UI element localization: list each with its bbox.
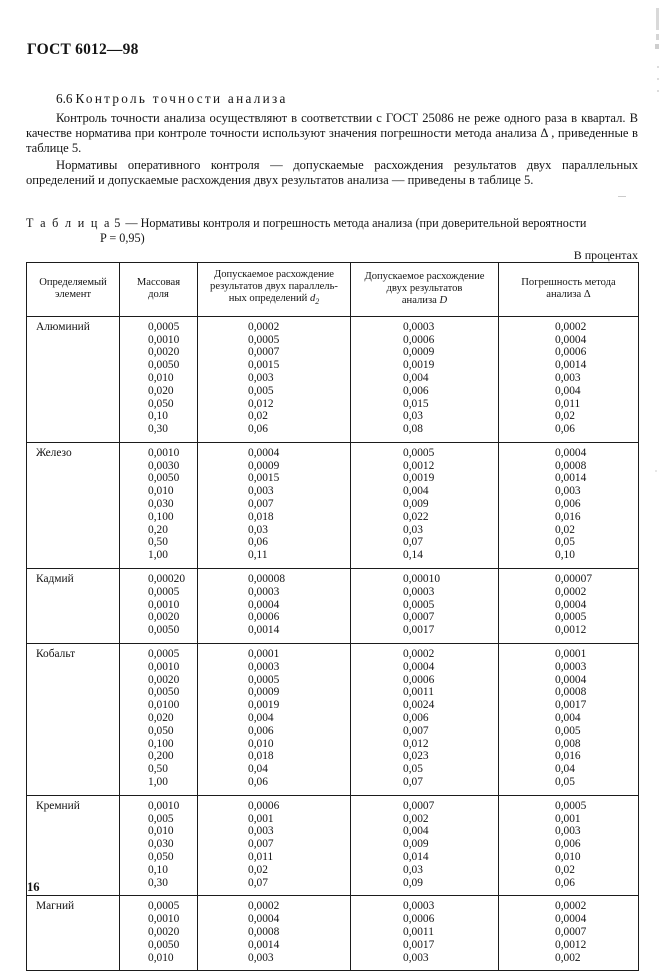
value: 0,0015 [248, 472, 280, 485]
value: 0,0001 [248, 648, 280, 661]
value: 0,03 [403, 410, 423, 423]
value: 0,0024 [403, 699, 435, 712]
value: 0,0008 [555, 459, 587, 472]
value: 0,20 [148, 523, 168, 536]
scan-artifact [655, 44, 659, 49]
cell-big-d [351, 795, 499, 896]
cell-d2 [198, 442, 351, 568]
value: 0,0003 [403, 320, 435, 333]
value: 0,005 [148, 812, 174, 825]
header-line: анализа [546, 288, 584, 300]
value: 0,0006 [403, 913, 435, 926]
value: 0,0014 [555, 359, 587, 372]
value: 0,011 [248, 851, 274, 863]
value: 0,007 [248, 498, 274, 511]
value: 0,0003 [403, 585, 435, 598]
paragraph-1: Контроль точности анализа осуществляют в соответствии с ГОСТ 25086 не реже одного раза в квартал. В качестве норматива при контроле точности используют значения погрешности метода анализа Δ , приведенные в таблице 5. [26, 111, 638, 156]
value: 0,04 [248, 763, 268, 776]
value: 0,0002 [248, 320, 280, 333]
value: 0,004 [248, 712, 274, 725]
value: 0,06 [555, 876, 575, 889]
value: 0,003 [555, 371, 581, 384]
scan-artifact [656, 8, 659, 30]
scan-artifact [657, 66, 659, 68]
value: 0,0019 [403, 359, 435, 372]
cell-mass-fraction [120, 795, 198, 896]
header-line: анализа [401, 294, 440, 306]
value: 0,0012 [403, 459, 435, 472]
value: 0,050 [148, 724, 174, 737]
column-header-delta [499, 263, 639, 317]
value: 0,006 [555, 498, 581, 511]
cell-mass-fraction [120, 569, 198, 644]
header-line: Допускаемое расхождение [364, 270, 485, 282]
value: 0,004 [403, 371, 429, 384]
cell-big-d [351, 896, 499, 971]
value: 0,0007 [555, 925, 587, 938]
header-line: Массовая [136, 276, 181, 288]
value: 0,010 [148, 951, 174, 964]
value: 0,0004 [555, 446, 587, 459]
cell-big-d [351, 442, 499, 568]
value: 0,030 [148, 498, 174, 511]
value: 0,0002 [248, 900, 280, 913]
value: 0,0012 [555, 624, 587, 637]
table-caption-text: Нормативы контроля и погрешность метода анализа (при доверительной вероятности [140, 216, 587, 230]
table-caption [26, 216, 638, 245]
header-line: результатов двух параллель- [210, 281, 338, 293]
value: 0,0007 [248, 346, 280, 359]
cell-big-d [351, 569, 499, 644]
column-header-big-d [351, 263, 499, 317]
scan-artifact [618, 196, 626, 197]
value: 0,00007 [555, 573, 593, 586]
cell-d2 [198, 569, 351, 644]
value: 0,020 [148, 384, 174, 397]
table-caption-confidence: P = 0,95) [100, 230, 145, 245]
value: 0,05 [403, 763, 423, 776]
value: 0,005 [555, 724, 581, 737]
value: 0,0010 [148, 333, 180, 346]
value: 0,001 [555, 812, 581, 825]
value: 0,003 [555, 485, 581, 498]
value: 0,0017 [403, 938, 435, 951]
value: 0,0007 [403, 799, 435, 812]
value: 0,0017 [555, 699, 587, 712]
value: 0,023 [403, 750, 429, 763]
value: 0,014 [403, 851, 429, 863]
value: 0,06 [248, 423, 268, 436]
value: 0,0003 [403, 900, 435, 913]
value: 0,04 [555, 763, 575, 776]
section-number: 6.6 [56, 91, 73, 106]
paragraph-2: Нормативы оперативного контроля — допускаемые расхождения результатов двух параллельных определений и допускаемые расхождения двух результатов анализа — приведены в таблице 5. [26, 157, 638, 187]
value: 0,0019 [403, 472, 435, 485]
value: 0,03 [403, 863, 423, 876]
value: 0,030 [148, 838, 174, 851]
cell-delta [499, 569, 639, 644]
value: 0,009 [403, 838, 429, 851]
value: 0,11 [248, 549, 268, 562]
value: 0,0020 [148, 673, 180, 686]
value: 0,0003 [248, 585, 280, 598]
value: 0,0005 [148, 320, 180, 333]
value: 0,0019 [248, 699, 280, 712]
cell-element-name: Магний [27, 896, 120, 971]
value: 0,016 [555, 510, 581, 523]
cell-delta [499, 442, 639, 568]
value: 0,00008 [248, 573, 286, 586]
value: 0,0009 [403, 346, 435, 359]
value: 0,0005 [403, 446, 435, 459]
value: 0,0017 [403, 624, 435, 637]
value: 0,0005 [248, 673, 280, 686]
value: 0,02 [555, 863, 575, 876]
value: 0,008 [555, 737, 581, 750]
value: 0,100 [148, 510, 174, 523]
value: 0,06 [248, 536, 268, 549]
value: 0,004 [555, 384, 581, 397]
value: 0,0002 [555, 320, 587, 333]
value: 0,050 [148, 851, 174, 863]
value: 0,0014 [248, 624, 280, 637]
value: 0,0015 [248, 359, 280, 372]
value: 0,0006 [248, 799, 280, 812]
value: 0,0004 [555, 673, 587, 686]
value: 0,07 [403, 536, 423, 549]
value: 0,0003 [248, 660, 280, 673]
cell-d2 [198, 896, 351, 971]
value: 0,0010 [148, 799, 180, 812]
table-row [27, 316, 639, 442]
cell-element-name: Алюминий [27, 316, 120, 442]
value: 0,003 [248, 371, 274, 384]
header-line: доля [148, 288, 169, 300]
value: 0,016 [555, 750, 581, 763]
value: 0,003 [403, 951, 429, 964]
value: 0,004 [555, 712, 581, 725]
cell-mass-fraction [120, 442, 198, 568]
value: 0,0009 [248, 459, 280, 472]
cell-d2 [198, 644, 351, 796]
value: 0,0050 [148, 472, 180, 485]
value: 0,010 [148, 485, 174, 498]
value: 0,010 [148, 371, 174, 384]
value: 0,0050 [148, 359, 180, 372]
scan-artifact [656, 34, 659, 40]
value: 0,0005 [148, 900, 180, 913]
value: 0,006 [403, 384, 429, 397]
value: 0,00010 [403, 573, 441, 586]
value: 0,0011 [403, 925, 434, 938]
symbol-d: d [310, 293, 316, 305]
value: 0,0004 [248, 446, 280, 459]
value: 0,007 [403, 724, 429, 737]
value: 0,0006 [555, 346, 587, 359]
value: 0,0012 [555, 938, 587, 951]
header-line: Определяемый [39, 276, 107, 288]
value: 0,05 [555, 776, 575, 789]
value: 0,0005 [148, 648, 180, 661]
table-caption-dash: — [125, 216, 138, 230]
value: 0,007 [248, 838, 274, 851]
value: 0,0005 [148, 585, 180, 598]
value: 0,0020 [148, 925, 180, 938]
value: 1,00 [148, 776, 168, 789]
body-text [26, 111, 638, 188]
section-title: Контроль точности анализа [75, 91, 288, 106]
value: 0,06 [248, 776, 268, 789]
cell-element-name: Железо [27, 442, 120, 568]
value: 0,003 [248, 485, 274, 498]
value: 0,0020 [148, 346, 180, 359]
value: 0,0010 [148, 446, 180, 459]
value: 0,0030 [148, 459, 180, 472]
table-row [27, 896, 639, 971]
cell-big-d [351, 316, 499, 442]
value: 0,009 [403, 498, 429, 511]
value: 0,006 [248, 724, 274, 737]
table-body [27, 316, 639, 971]
value: 0,03 [403, 523, 423, 536]
value: 0,02 [555, 523, 575, 536]
header-line: двух результатов [386, 282, 463, 294]
value: 0,0002 [555, 585, 587, 598]
cell-mass-fraction [120, 896, 198, 971]
value: 0,10 [148, 863, 168, 876]
value: 0,002 [403, 812, 429, 825]
value: 0,03 [248, 523, 268, 536]
value: 0,08 [403, 423, 423, 436]
value: 0,0020 [148, 611, 180, 624]
value: 0,0005 [555, 799, 587, 812]
column-header-d2 [198, 263, 351, 317]
value: 0,05 [555, 536, 575, 549]
scan-artifact [657, 90, 659, 92]
value: 0,050 [148, 397, 174, 410]
header-line: Допускаемое расхождение [213, 269, 334, 280]
value: 0,10 [148, 410, 168, 423]
value: 0,0050 [148, 686, 180, 699]
value: 0,0004 [555, 333, 587, 346]
column-header-mass-fraction [120, 263, 198, 317]
value: 0,002 [555, 951, 581, 964]
value: 0,30 [148, 876, 168, 889]
cell-d2 [198, 316, 351, 442]
value: 0,012 [403, 737, 429, 750]
value: 0,14 [403, 549, 423, 562]
value: 0,09 [403, 876, 423, 889]
value: 0,018 [248, 510, 274, 523]
value: 0,010 [248, 737, 274, 750]
value: 0,005 [248, 384, 274, 397]
value: 0,06 [555, 423, 575, 436]
value: 0,10 [555, 549, 575, 562]
value: 0,00020 [148, 573, 186, 586]
header-line: элемент [54, 288, 92, 300]
value: 0,0050 [148, 938, 180, 951]
cell-element-name: Кобальт [27, 644, 120, 796]
symbol-big-d: D [439, 294, 448, 306]
table-row [27, 442, 639, 568]
value: 0,0006 [403, 673, 435, 686]
value: 0,0009 [248, 686, 280, 699]
table-header-row [27, 263, 639, 317]
value: 0,200 [148, 750, 174, 763]
value: 0,0002 [403, 648, 435, 661]
value: 0,001 [248, 812, 274, 825]
value: 0,003 [555, 825, 581, 838]
value: 0,50 [148, 536, 168, 549]
table-row [27, 569, 639, 644]
standard-number-header: ГОСТ 6012—98 [27, 41, 139, 58]
value: 0,018 [248, 750, 274, 763]
value: 0,0004 [555, 598, 587, 611]
value: 0,0014 [248, 938, 280, 951]
value: 0,0004 [248, 913, 280, 926]
value: 0,0010 [148, 598, 180, 611]
scan-artifact [655, 470, 657, 472]
table-caption-number: 5 [114, 216, 121, 230]
cell-delta [499, 644, 639, 796]
value: 0,004 [403, 485, 429, 498]
value: 0,0010 [148, 913, 180, 926]
value: 0,0004 [555, 913, 587, 926]
symbol-delta: Δ [583, 288, 591, 300]
value: 0,0001 [555, 648, 587, 661]
value: 0,003 [248, 825, 274, 838]
value: 0,010 [555, 851, 581, 863]
value: 0,0006 [248, 611, 280, 624]
value: 0,0007 [403, 611, 435, 624]
value: 0,0005 [248, 333, 280, 346]
value: 0,0010 [148, 660, 180, 673]
units-note: В процентах [573, 248, 638, 262]
value: 0,0005 [403, 598, 435, 611]
value: 0,30 [148, 423, 168, 436]
header-line: Погрешность метода [521, 276, 616, 288]
header-line: ных определений [228, 293, 310, 305]
page-number: 16 [27, 880, 40, 894]
value: 0,004 [403, 825, 429, 838]
table-caption-label: Т а б л и ц а [26, 216, 112, 230]
value: 0,100 [148, 737, 174, 750]
value: 0,0003 [555, 660, 587, 673]
section-heading [56, 91, 288, 107]
value: 0,022 [403, 510, 429, 523]
value: 0,0100 [148, 699, 180, 712]
value: 0,0004 [248, 598, 280, 611]
value: 0,0002 [555, 900, 587, 913]
value: 0,015 [403, 397, 429, 410]
control-norms-table [26, 262, 639, 971]
value: 1,00 [148, 549, 168, 562]
value: 0,010 [148, 825, 174, 838]
cell-big-d [351, 644, 499, 796]
cell-delta [499, 316, 639, 442]
cell-d2 [198, 795, 351, 896]
value: 0,0011 [403, 686, 434, 699]
scan-artifact [657, 78, 659, 80]
value: 0,0008 [248, 925, 280, 938]
value: 0,020 [148, 712, 174, 725]
value: 0,012 [248, 397, 274, 410]
value: 0,011 [555, 397, 581, 410]
column-header-element [27, 263, 120, 317]
cell-mass-fraction [120, 644, 198, 796]
symbol-d-subscript: 2 [315, 297, 320, 307]
value: 0,02 [248, 863, 268, 876]
value: 0,02 [248, 410, 268, 423]
value: 0,003 [248, 951, 274, 964]
value: 0,02 [555, 410, 575, 423]
cell-delta [499, 896, 639, 971]
value: 0,0014 [555, 472, 587, 485]
value: 0,07 [403, 776, 423, 789]
cell-delta [499, 795, 639, 896]
value: 0,07 [248, 876, 268, 889]
value: 0,006 [403, 712, 429, 725]
cell-element-name: Кадмий [27, 569, 120, 644]
value: 0,006 [555, 838, 581, 851]
cell-mass-fraction [120, 316, 198, 442]
value: 0,0008 [555, 686, 587, 699]
value: 0,0050 [148, 624, 180, 637]
table-row [27, 644, 639, 796]
value: 0,50 [148, 763, 168, 776]
table-row [27, 795, 639, 896]
value: 0,0005 [555, 611, 587, 624]
value: 0,0006 [403, 333, 435, 346]
cell-element-name: Кремний [27, 795, 120, 896]
value: 0,0004 [403, 660, 435, 673]
